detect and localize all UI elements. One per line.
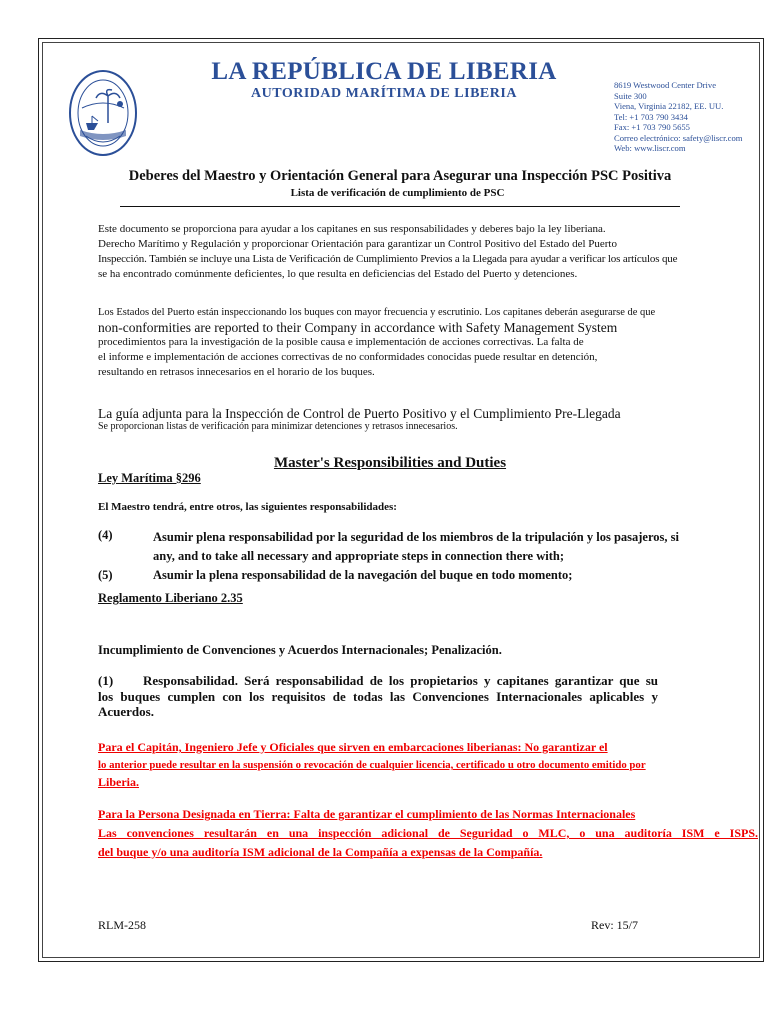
resp-line: Acuerdos. [98, 704, 154, 719]
paragraph-line: el informe e implementación de acciones correctivas de no conformidades conocidas puede resultar en detención, [98, 351, 598, 363]
item-text: Asumir la plena responsabilidad de la navegación del buque en todo momento; [153, 568, 573, 582]
header-title: LA REPÚBLICA DE LIBERIA [211, 58, 557, 85]
warning-line: Liberia. [98, 775, 139, 789]
guide-paragraph [98, 406, 756, 433]
address-line: 8619 Westwood Center Drive [614, 80, 717, 90]
footer-doc-code: RLM-258 [98, 918, 146, 932]
paragraph-line: Se proporcionan listas de verificación para minimizar detenciones y retrasos innecesarios. [98, 421, 458, 432]
warning-line: Las convenciones resultarán en una inspección adicional de Seguridad o MLC, o una auditoría ISM e ISPS. [98, 826, 758, 840]
regulation-heading: Reglamento Liberiano 2.35 [98, 591, 243, 605]
paragraph-line: procedimientos para la investigación de la posible causa e implementación de acciones correctivas. La falta de [98, 336, 584, 348]
address-fax: Fax: +1 703 790 5655 [614, 122, 690, 132]
noncompliance-heading: Incumplimiento de Convenciones y Acuerdos Internacionales; Penalización. [98, 643, 502, 657]
port-state-paragraph [98, 305, 756, 380]
title-rule [120, 206, 680, 207]
paragraph-line: Los Estados del Puerto están inspeccionando los buques con mayor frecuencia y escrutinio. Los capitanes deberán asegurarse de que [98, 307, 656, 318]
resp-paragraph [98, 673, 658, 720]
address-phone: Tel: +1 703 790 3434 [614, 111, 688, 122]
paragraph-line: Inspección. También se incluye una Lista de Verificación de Cumplimiento Previos a la Llegada para ayudar a verificar los artículos que [98, 253, 678, 265]
item-line: Asumir plena responsabilidad por la seguridad de los miembros de la tripulación y los pasajeros, si [153, 530, 680, 544]
paragraph-line: non-conformities are reported to their Company in accordance with Safety Management System [98, 320, 618, 335]
resp-number: (1) [98, 673, 114, 688]
designated-person-warning [98, 805, 758, 862]
warning-line: lo anterior puede resultar en la suspensión o revocación de cualquier licencia, certificado u otro documento emitido por [98, 759, 646, 771]
address-web-link[interactable]: Web: www.liscr.com [614, 143, 686, 153]
warning-line: Para el Capitán, Ingeniero Jefe y Oficiales que sirven en embarcaciones liberianas: No garantizar el [98, 740, 608, 754]
address-line: Suite 300 [614, 90, 647, 101]
law-heading: Ley Marítima §296 [98, 471, 201, 485]
resp-line: los buques cumplen con los requisitos de todas las Convenciones Internacionales aplicables y [98, 688, 658, 704]
paragraph-line: resultando en retrasos innecesarios en el horario de los buques. [98, 366, 375, 378]
paragraph-line: La guía adjunta para la Inspección de Control de Puerto Positivo y el Cumplimiento Pre-Llegada [98, 406, 621, 421]
item-text [153, 528, 753, 566]
warning-line: del buque y/o una auditoría ISM adicional de la Compañía a expensas de la Compañía. [98, 845, 543, 859]
intro-paragraph [98, 222, 756, 282]
paragraph-line: Este documento se proporciona para ayudar a los capitanes en sus responsabilidades y deberes bajo la ley liberiana. [98, 223, 606, 235]
document-title: Deberes del Maestro y Orientación General para Asegurar una Inspección PSC Positiva [128, 168, 672, 184]
paragraph-line: Derecho Marítimo y Regulación y proporcionar Orientación para garantizar un Control Positivo del Estado del Puerto [98, 238, 617, 250]
master-intro: El Maestro tendrá, entre otros, las siguientes responsabilidades: [98, 501, 397, 513]
warning-line: Para la Persona Designada en Tierra: Falta de garantizar el cumplimiento de las Normas Internacionales [98, 807, 636, 821]
item-number: (5) [98, 568, 113, 582]
document-subtitle: Lista de verificación de cumplimiento de PSC [290, 187, 505, 199]
address-line: Viena, Virginia 22182, EE. UU. [614, 101, 724, 111]
captain-warning [98, 738, 688, 792]
item-number: (4) [98, 528, 113, 542]
paragraph-line: se ha encontrado comúnmente deficientes, lo que resulta en deficiencias del Estado del Puerto y detenciones. [98, 268, 578, 280]
item-line: any, and to take all necessary and appropriate steps in connection there with; [153, 549, 565, 563]
footer-revision: Rev: 15/7 [591, 918, 638, 932]
address-block [614, 80, 742, 154]
resp-line: Responsabilidad. Será responsabilidad de los propietarios y capitanes garantizar que su [143, 673, 658, 688]
section-title: Master's Responsibilities and Duties [273, 455, 507, 471]
header-subtitle: AUTORIDAD MARÍTIMA DE LIBERIA [251, 86, 517, 101]
address-email-link[interactable]: Correo electrónico: safety@liscr.com [614, 132, 743, 143]
